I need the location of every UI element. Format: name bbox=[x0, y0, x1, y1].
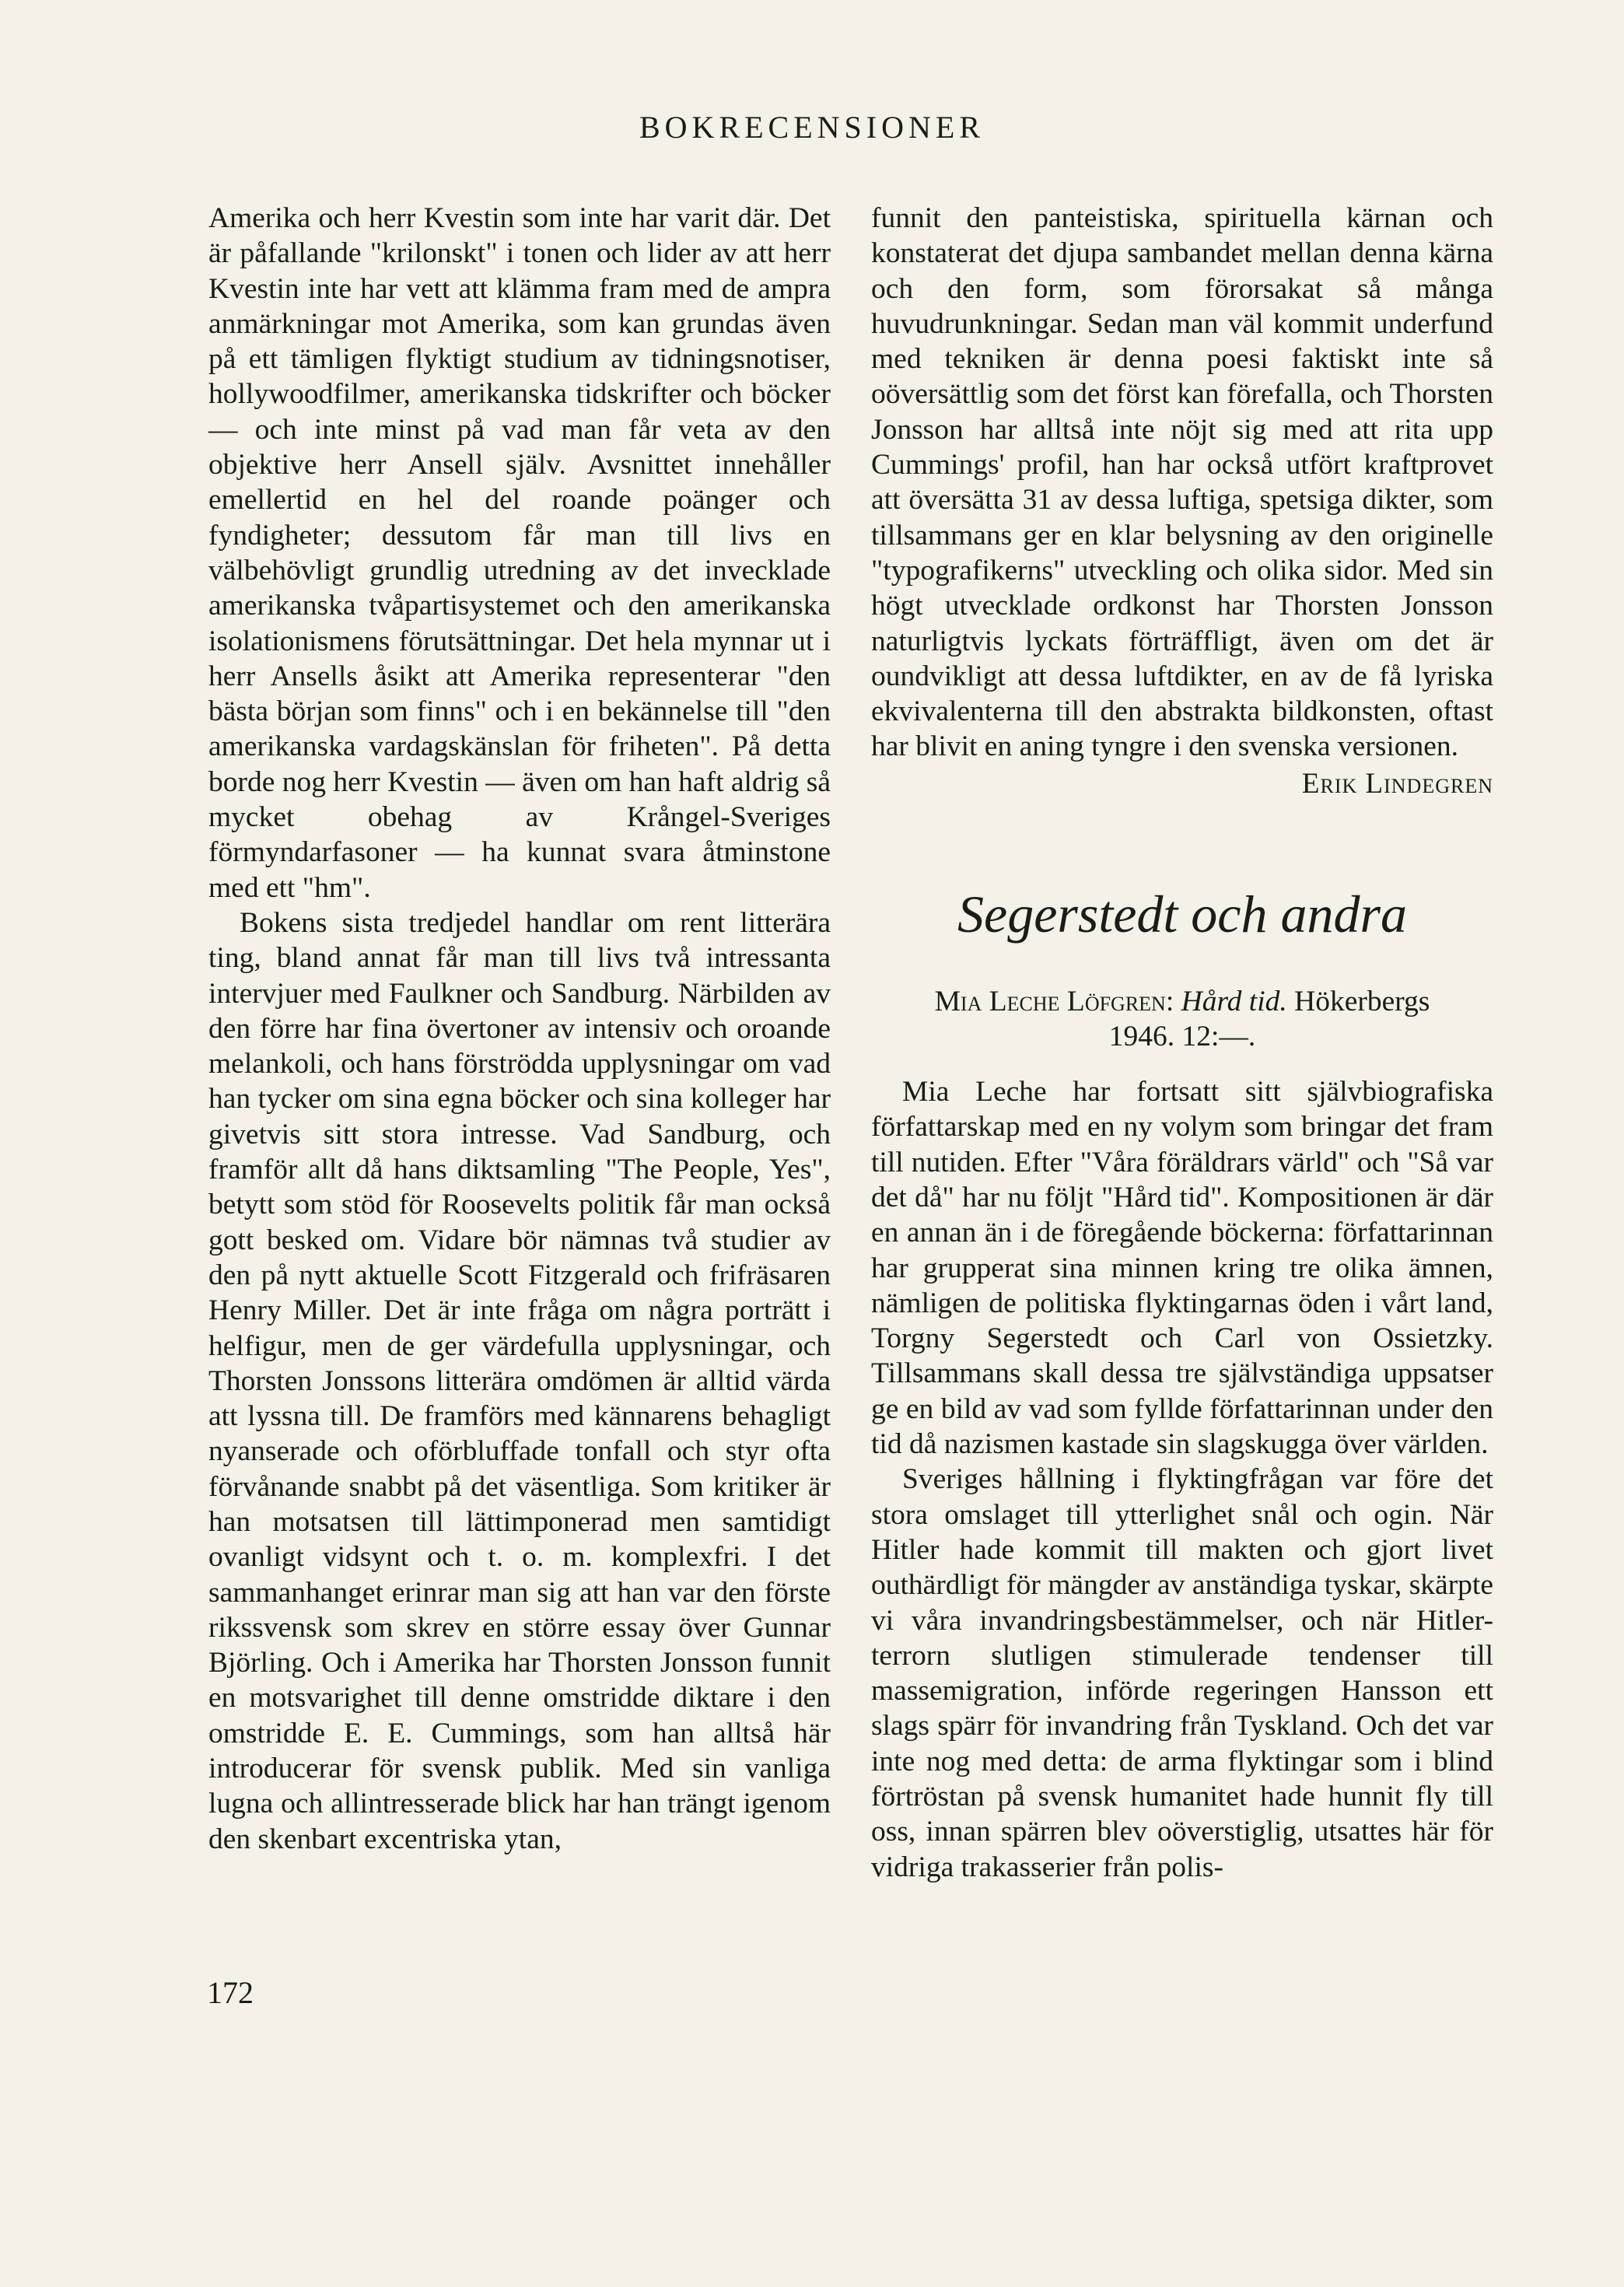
paragraph: funnit den panteistiska, spirituella kärnan och konstaterat det djupa sambandet mellan denna kärna och den form, som förorsakat så många huvudrunkningar. Sedan man väl kommit underfund med tekniken är denna poesi faktiskt inte så oöversättlig som det först kan förefalla, och Thorsten Jonsson har alltså inte nöjt sig med att rita upp Cummings' profil, han har också utfört kraftprovet att översätta 31 av dessa luftiga, spetsiga dikter, som tillsammans ger en klar belysning av den originelle "typografikerns" utveckling och olika sidor. Med sin högt utvecklade ordkonst har Thorsten Jonsson naturligtvis lyckats förträffligt, även om det är oundvikligt att dessa luftdikter, en av de få lyriska ekvivalenterna till den abstrakta bildkonsten, oftast har blivit en aning tyngre i den svenska versionen. bbox=[871, 202, 1493, 763]
paragraph: Sveriges hållning i flyktingfrågan var före det stora omslaget till ytterlighet snål och ogin. När Hitler hade kommit till makten och gjort livet outhärdligt för mängder av anständiga tyskar, skärpte vi våra invandringsbestämmelser, och när Hitler-terrorn slutligen stimulerade tendenser till massemigration, införde regeringen Hansson ett slags spärr för invandring från Tyskland. Och det var inte nog med detta: de arma flyktingar som i blind förtröstan på svensk humanitet hade hunnit fly till oss, innan spärren blev oöverstiglig, utsattes här för vidriga trakasserier från polis- bbox=[871, 1463, 1493, 1883]
reviewer-signature: Erik Lindegren bbox=[1301, 767, 1493, 800]
book-publisher: Hökerbergs bbox=[1286, 986, 1430, 1018]
book-title: Hård tid. bbox=[1181, 986, 1287, 1018]
book-separator: : bbox=[1165, 986, 1181, 1018]
book-year-price: 1946. 12:—. bbox=[1108, 1021, 1256, 1053]
paragraph: Bokens sista tredjedel handlar om rent litterära ting, bland annat får man till livs två intressanta intervjuer med Faulkner och Sandburg. Närbilden av den förre har fina övertoner av intensiv och oroande melankoli, och hans förströdda upplysningar om vad han tycker om sina egna böcker och sina kolleger har givetvis sitt stora intresse. Vad Sandburg, och framför allt då hans diktsamling "The People, Yes", betytt som stöd för Roosevelts politik får man också gott besked om. Vidare bör nämnas två studier av den på nytt aktuelle Scott Fitzgerald och frifräsaren Henry Miller. Det är inte fråga om några porträtt i helfigur, men de ger värdefulla upplysningar, och Thorsten Jonssons litterära omdömen är alltid värda att lyssna till. De framförs med kännarens behagligt nyanserade och oförbluffade tonfall och styr ofta förvånande snabbt på det väsentliga. Som kritiker är han motsatsen till lättimponerad men samtidigt ovanligt vidsynt och t. o. m. komplexfri. I det sammanhanget erinrar man sig att han var den förste rikssvensk som skrev en större essay över Gunnar Björling. Och i Amerika har Thorsten Jonsson funnit en motsvarighet till denne omstridde diktare i den omstridde E. E. Cummings, som han alltså här introducerar för svensk publik. Med sin vanliga lugna och allintresserade blick har han trängt igenom den skenbart excentriska ytan, bbox=[208, 906, 831, 1855]
paragraph: Amerika och herr Kvestin som inte har varit där. Det är påfallande "krilonskt" i tonen och lider av att herr Kvestin inte har vett att klämma fram med de ampra anmärkningar mot Amerika, som kan grundas även på ett tämligen flyktigt studium av tidningsnotiser, hollywoodfilmer, amerikanska tidskrifter och böcker — och inte minst på vad man får veta av den objektive herr Ansell själv. Avsnittet innehåller emellertid en hel del roande poänger och fyndigheter; dessutom får man till livs en välbehövligt grundlig utredning av det invecklade amerikanska tvåpartisystemet och den amerikanska isolationismens förutsättningar. Det hela mynnar ut i herr Ansells åsikt att Amerika representerar "den bästa början som finns" och i en bekännelse till "den amerikanska vardagskänslan för friheten". På detta borde nog herr Kvestin — även om han haft aldrig så mycket obehag av Krångel-Sveriges förmyndarfasoner — ha kunnat svara åtminstone med ett "hm". bbox=[208, 202, 831, 904]
paragraph: Mia Leche har fortsatt sitt självbiografiska författarskap med en ny volym som bringar det fram till nutiden. Efter "Våra föräldrars värld" och "Så var det då" har nu följt "Hård tid". Kompositionen är där en annan än i de föregående böckerna: författarinnan har grupperat sina minnen kring tre olika ämnen, nämligen de politiska flyktingarnas öden i vårt land, Torgny Segerstedt och Carl von Ossietzky. Tillsammans skall dessa tre självständiga uppsatser ge en bild av vad som fyllde författarinnan under den tid då nazismen kastade sin slagskugga över världen. bbox=[871, 1076, 1493, 1461]
running-header: BOKRECENSIONER bbox=[639, 110, 985, 145]
book-author: Mia Leche Löfgren bbox=[934, 986, 1166, 1018]
book-reference bbox=[871, 984, 1493, 1054]
left-column bbox=[208, 201, 831, 1857]
review-title: Segerstedt och andra bbox=[957, 884, 1407, 944]
page-number: 172 bbox=[207, 1975, 254, 2010]
right-column bbox=[871, 201, 1493, 1885]
